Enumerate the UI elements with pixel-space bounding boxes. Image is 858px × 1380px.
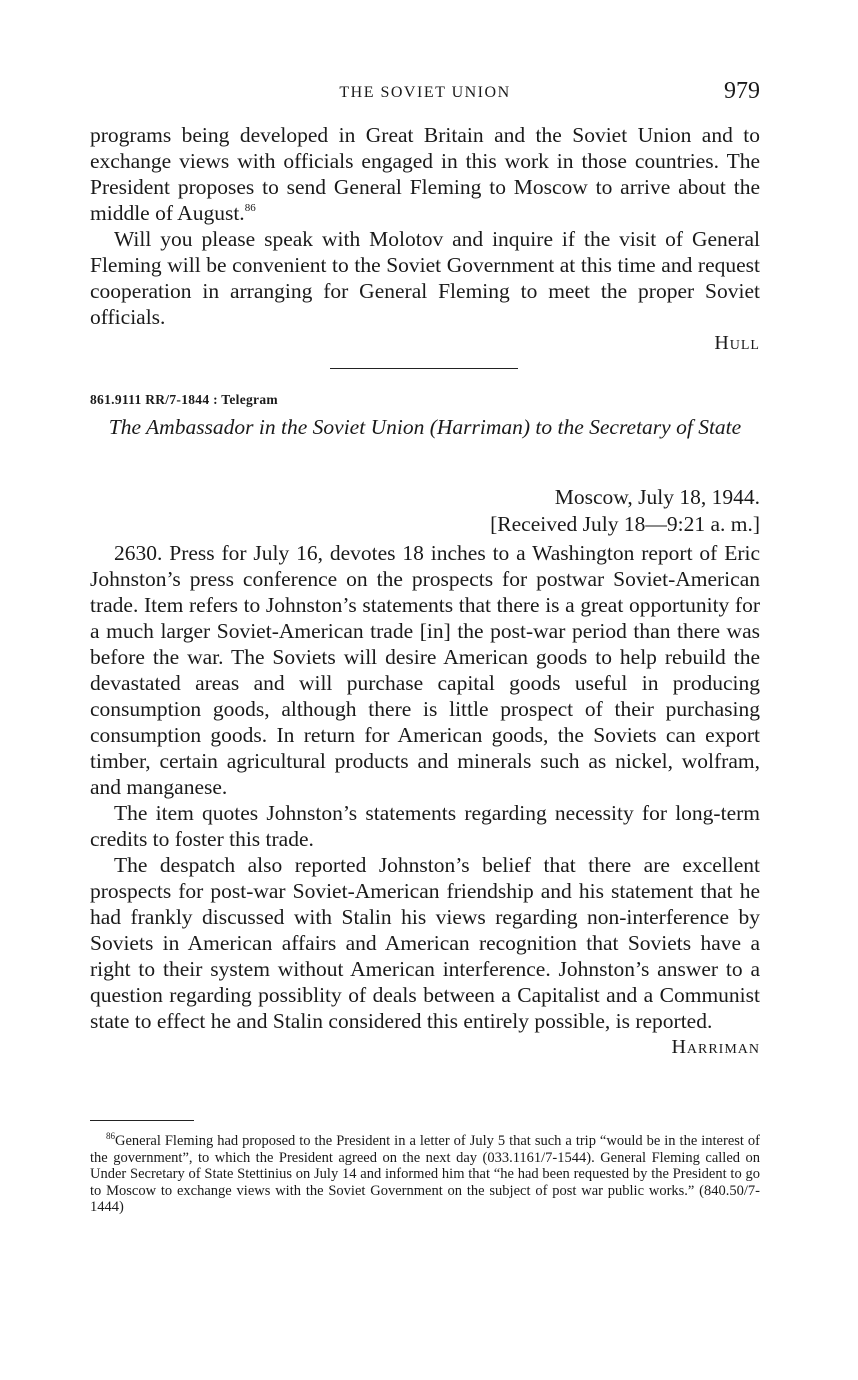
signature-harriman: Harriman bbox=[671, 1036, 760, 1058]
body-paragraph-3: The despatch also reported Johnston’s belief that there are excellent prospects for post-war Soviet-American friendship and his statement that he had frankly discussed with Stalin his views regarding non-interference by Soviets in American affairs and American recognition that Soviets have a right to their system without American interference. Johnston’s answer to a question regarding possiblity of deals between a Capitalist and a Communist state to effect he and Stalin considered this entirely possible, is reported. bbox=[90, 853, 760, 1033]
footnote-rule bbox=[90, 1120, 194, 1121]
dateline-block bbox=[90, 484, 760, 538]
running-title: THE SOVIET UNION bbox=[339, 84, 511, 101]
footnote-reference: 86 bbox=[244, 202, 256, 214]
received-note: [Received July 18—9:21 a. m.] bbox=[490, 512, 760, 536]
document-heading: The Ambassador in the Soviet Union (Harriman) to the Secretary of State bbox=[108, 415, 742, 439]
page-number: 979 bbox=[724, 78, 760, 104]
running-head bbox=[90, 80, 760, 108]
section-divider bbox=[330, 368, 518, 369]
continuation-paragraph bbox=[90, 122, 760, 226]
footnote-marker: 86 bbox=[106, 1131, 115, 1141]
file-reference: 861.9111 RR/7-1844 : Telegram bbox=[90, 392, 278, 407]
dateline: Moscow, July 18, 1944. bbox=[554, 485, 760, 509]
footnote bbox=[90, 1133, 760, 1216]
telegram-body bbox=[90, 540, 760, 1060]
paragraph-text: programs being developed in Great Britain and the Soviet Union and to exchange views with officials engaged in this work in those countries. The President proposes to send General Fleming to Moscow to arrive about the middle of August. bbox=[90, 123, 760, 225]
footnote-text: General Fleming had proposed to the President in a letter of July 5 that such a trip “would be in the interest of the government”, to which the President agreed on the next day (033.1161/7-1544). General Fleming called on Under Secretary of State Stettinius on July 14 and informed him that “he had been requested by the President to go to Moscow to exchange views with the Soviet Government on the subject of post war public works.” (840.50/7-1444) bbox=[90, 1133, 760, 1215]
telegram-continuation bbox=[90, 122, 760, 356]
signature-hull: Hull bbox=[714, 332, 760, 354]
body-paragraph-2: The item quotes Johnston’s statements regarding necessity for long-term credits to foster this trade. bbox=[90, 801, 760, 851]
body-paragraph-1: 2630. Press for July 16, devotes 18 inches to a Washington report of Eric Johnston’s press conference on the prospects for postwar Soviet-American trade. Item refers to Johnston’s statements that there is a great opportunity for a much larger Soviet-American trade [in] the post-war period than there was before the war. The Soviets will desire American goods to help rebuild the devastated areas and will purchase capital goods useful in producing consumption goods, although there is little prospect of their purchasing consumption goods. In return for American goods, the Soviets can export timber, certain agricultural products and minerals such as nickel, wolfram, and manganese. bbox=[90, 541, 760, 799]
request-paragraph: Will you please speak with Molotov and inquire if the visit of General Fleming will be convenient to the Soviet Government at this time and request cooperation in arranging for General Fleming to meet the proper Soviet officials. bbox=[90, 227, 760, 329]
